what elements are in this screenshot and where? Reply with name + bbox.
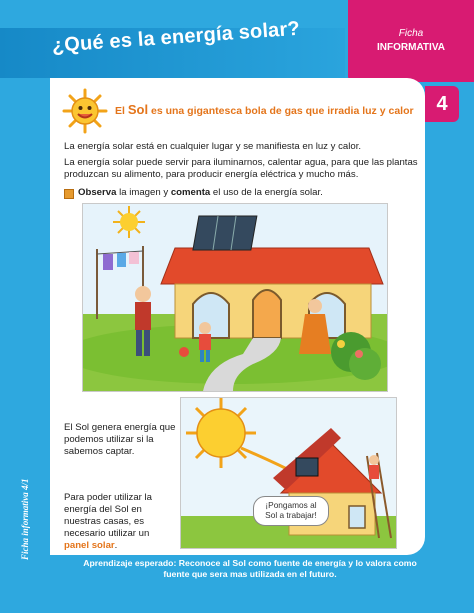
instruction <box>78 187 418 198</box>
family-house-illustration <box>82 203 388 392</box>
intro-sol: Sol <box>127 102 149 117</box>
pencil-icon <box>64 189 74 199</box>
learning-outcome: Aprendizaje esperado: Reconoce al Sol como fuente de energía y lo valora como fuente que sera mas utilizada en el futuro. <box>83 558 417 579</box>
intro-rest: es una gigantesca bola de gas que irradia luz y calor <box>148 105 414 117</box>
paragraph-2: La energía solar puede servir para iluminarnos, calentar agua, para que las plantas produzcan su alimento, para producir energía eléctrica y mucho más. <box>64 157 418 180</box>
paragraph-1: La energía solar está en cualquier lugar y se manifiesta en luz y calor. <box>64 141 362 152</box>
page-number-tab: 4 <box>425 86 459 122</box>
side-text-2-main: Para poder utilizar la energía del Sol en nuestras casas, es necesario utilizar un <box>64 492 152 539</box>
ficha-label: Ficha <box>398 28 424 39</box>
intro-prefix: El <box>115 105 128 117</box>
speech-bubble <box>253 496 329 526</box>
intro-text <box>115 103 415 118</box>
page-title: ¿Qué es la energía solar? <box>51 17 301 57</box>
instruction-observa: Observa <box>78 187 117 198</box>
bubble-line-2: Sol a trabajar! <box>265 510 317 520</box>
instruction-mid2: el uso de la energía solar. <box>210 187 323 198</box>
instruction-comenta: comenta <box>170 187 211 198</box>
side-text-1: El Sol genera energía que podemos utilizar si la sabemos captar. <box>64 422 176 457</box>
bubble-line-1: ¡Pongamos al <box>265 500 317 510</box>
side-text-2-end: . <box>114 540 118 551</box>
smiling-sun-icon <box>62 88 108 134</box>
side-text-2 <box>64 492 176 552</box>
ficha-type: INFORMATIVA <box>377 42 445 53</box>
side-text-2-panel: panel solar <box>64 540 115 551</box>
instruction-mid1: la imagen y <box>116 187 171 198</box>
ficha-tab <box>348 0 474 82</box>
vertical-footer-label: Ficha informativa 4/1 <box>20 478 30 560</box>
solar-panel-house-illustration <box>180 397 397 549</box>
